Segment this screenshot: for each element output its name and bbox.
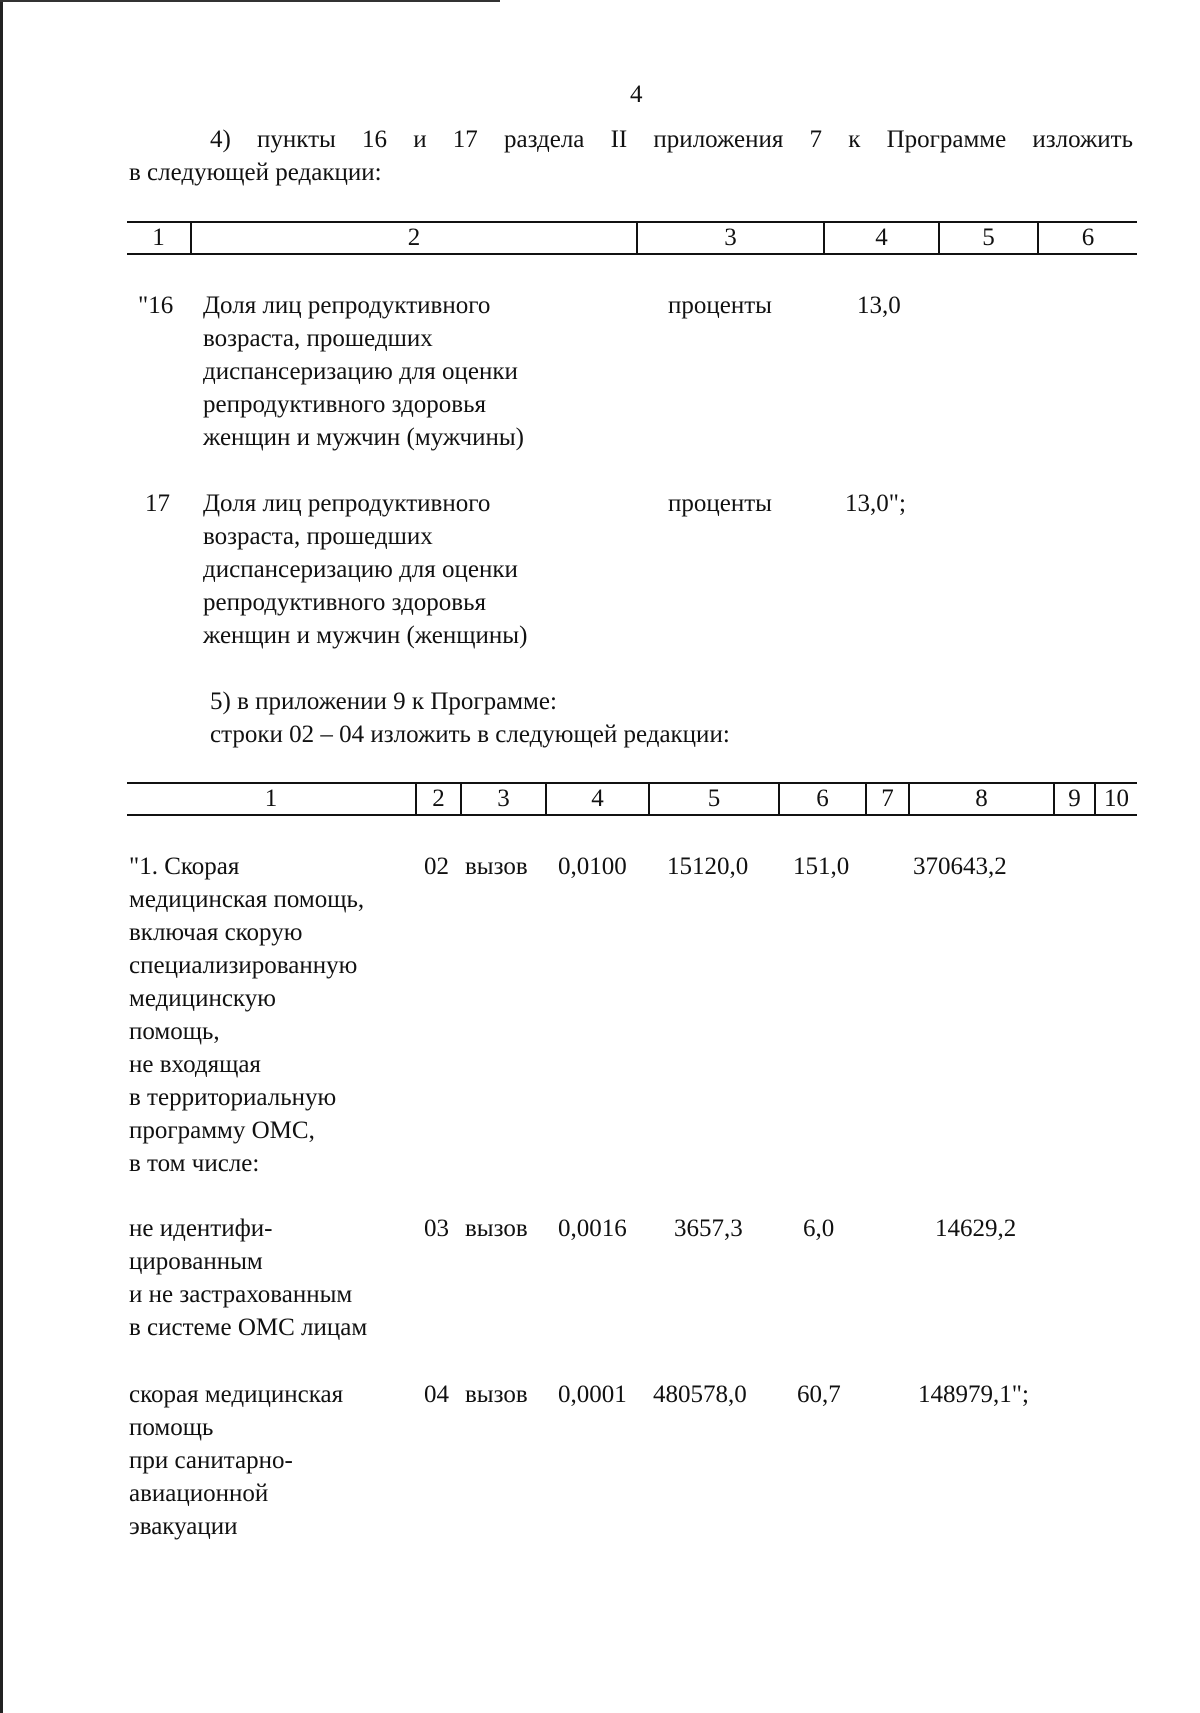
total: 14629,2: [935, 1215, 1017, 1242]
table2-header-cell: 9: [1068, 785, 1081, 812]
table2-header-cell: 10: [1104, 785, 1129, 812]
unit: вызов: [465, 1381, 528, 1408]
service-name: скорая медицинская помощь при санитарно- авиационной эвакуации: [129, 1381, 344, 1540]
unit: вызов: [465, 853, 528, 880]
section4-intro-line2: в следующей редакции:: [129, 159, 382, 186]
table2-header-cell: 4: [591, 785, 604, 812]
table1-header-cell: 3: [724, 224, 737, 251]
table2-header-cell: 5: [707, 785, 721, 812]
norm: 0,0016: [558, 1215, 627, 1242]
table2-header-cell: 8: [975, 785, 988, 812]
indicator-name: Доля лиц репродуктивного возраста, прошедших диспансеризацию для оценки репродуктивного здоровья женщин и мужчин (мужчины): [203, 292, 524, 451]
cost: 3657,3: [674, 1215, 743, 1242]
norm: 0,0100: [558, 853, 627, 880]
table2-header-cell: 1: [264, 785, 278, 812]
section4-intro-line1: 4) пункты 16 и 17 раздела II приложения 7 к Программе изложить: [210, 126, 1133, 153]
row-number: 17: [145, 490, 170, 517]
total: 370643,2: [913, 853, 1007, 880]
unit: проценты: [668, 292, 772, 319]
section5-intro-line2: строки 02 – 04 изложить в следующей редакции:: [210, 721, 730, 748]
table1-header-cell: 1: [152, 224, 165, 251]
unit: проценты: [668, 490, 772, 517]
per-capita: 6,0: [803, 1215, 835, 1242]
cost: 480578,0: [653, 1381, 747, 1408]
table2-header-cell: 6: [816, 785, 829, 812]
row-code: 03: [424, 1215, 449, 1242]
table2-header-cell: 2: [432, 785, 445, 812]
table2-header-cell: 3: [497, 785, 510, 812]
norm: 0,0001: [558, 1381, 627, 1408]
cost: 15120,0: [667, 853, 749, 880]
row-number: "16: [138, 292, 174, 319]
table1-header-cell: 2: [407, 224, 421, 251]
service-name: не идентифи- цированным и не застрахованным в системе ОМС лицам: [129, 1215, 368, 1341]
row-code: 02: [424, 853, 449, 880]
page-number: 4: [630, 81, 643, 108]
total: 148979,1";: [918, 1381, 1029, 1408]
value: 13,0: [857, 292, 901, 319]
table1-header-cell: 5: [982, 224, 995, 251]
scan-edge: [0, 0, 3, 1713]
per-capita: 60,7: [797, 1381, 841, 1408]
section5-intro-line1: 5) в приложении 9 к Программе:: [210, 688, 557, 715]
value: 13,0";: [845, 490, 906, 517]
table1-header-cell: 6: [1081, 224, 1095, 251]
service-name: "1. Скорая медицинская помощь, включая скорую специализированную медицинскую помощь, не входящая в территориальную программу ОМС, в том числе:: [129, 853, 365, 1177]
per-capita: 151,0: [793, 853, 850, 880]
scan-edge-top: [0, 0, 500, 2]
indicator-name: Доля лиц репродуктивного возраста, прошедших диспансеризацию для оценки репродуктивного здоровья женщин и мужчин (женщины): [203, 490, 528, 649]
table1-header-cell: 4: [875, 224, 888, 251]
row-code: 04: [424, 1381, 449, 1408]
table2-header-cell: 7: [881, 785, 894, 812]
unit: вызов: [465, 1215, 528, 1242]
